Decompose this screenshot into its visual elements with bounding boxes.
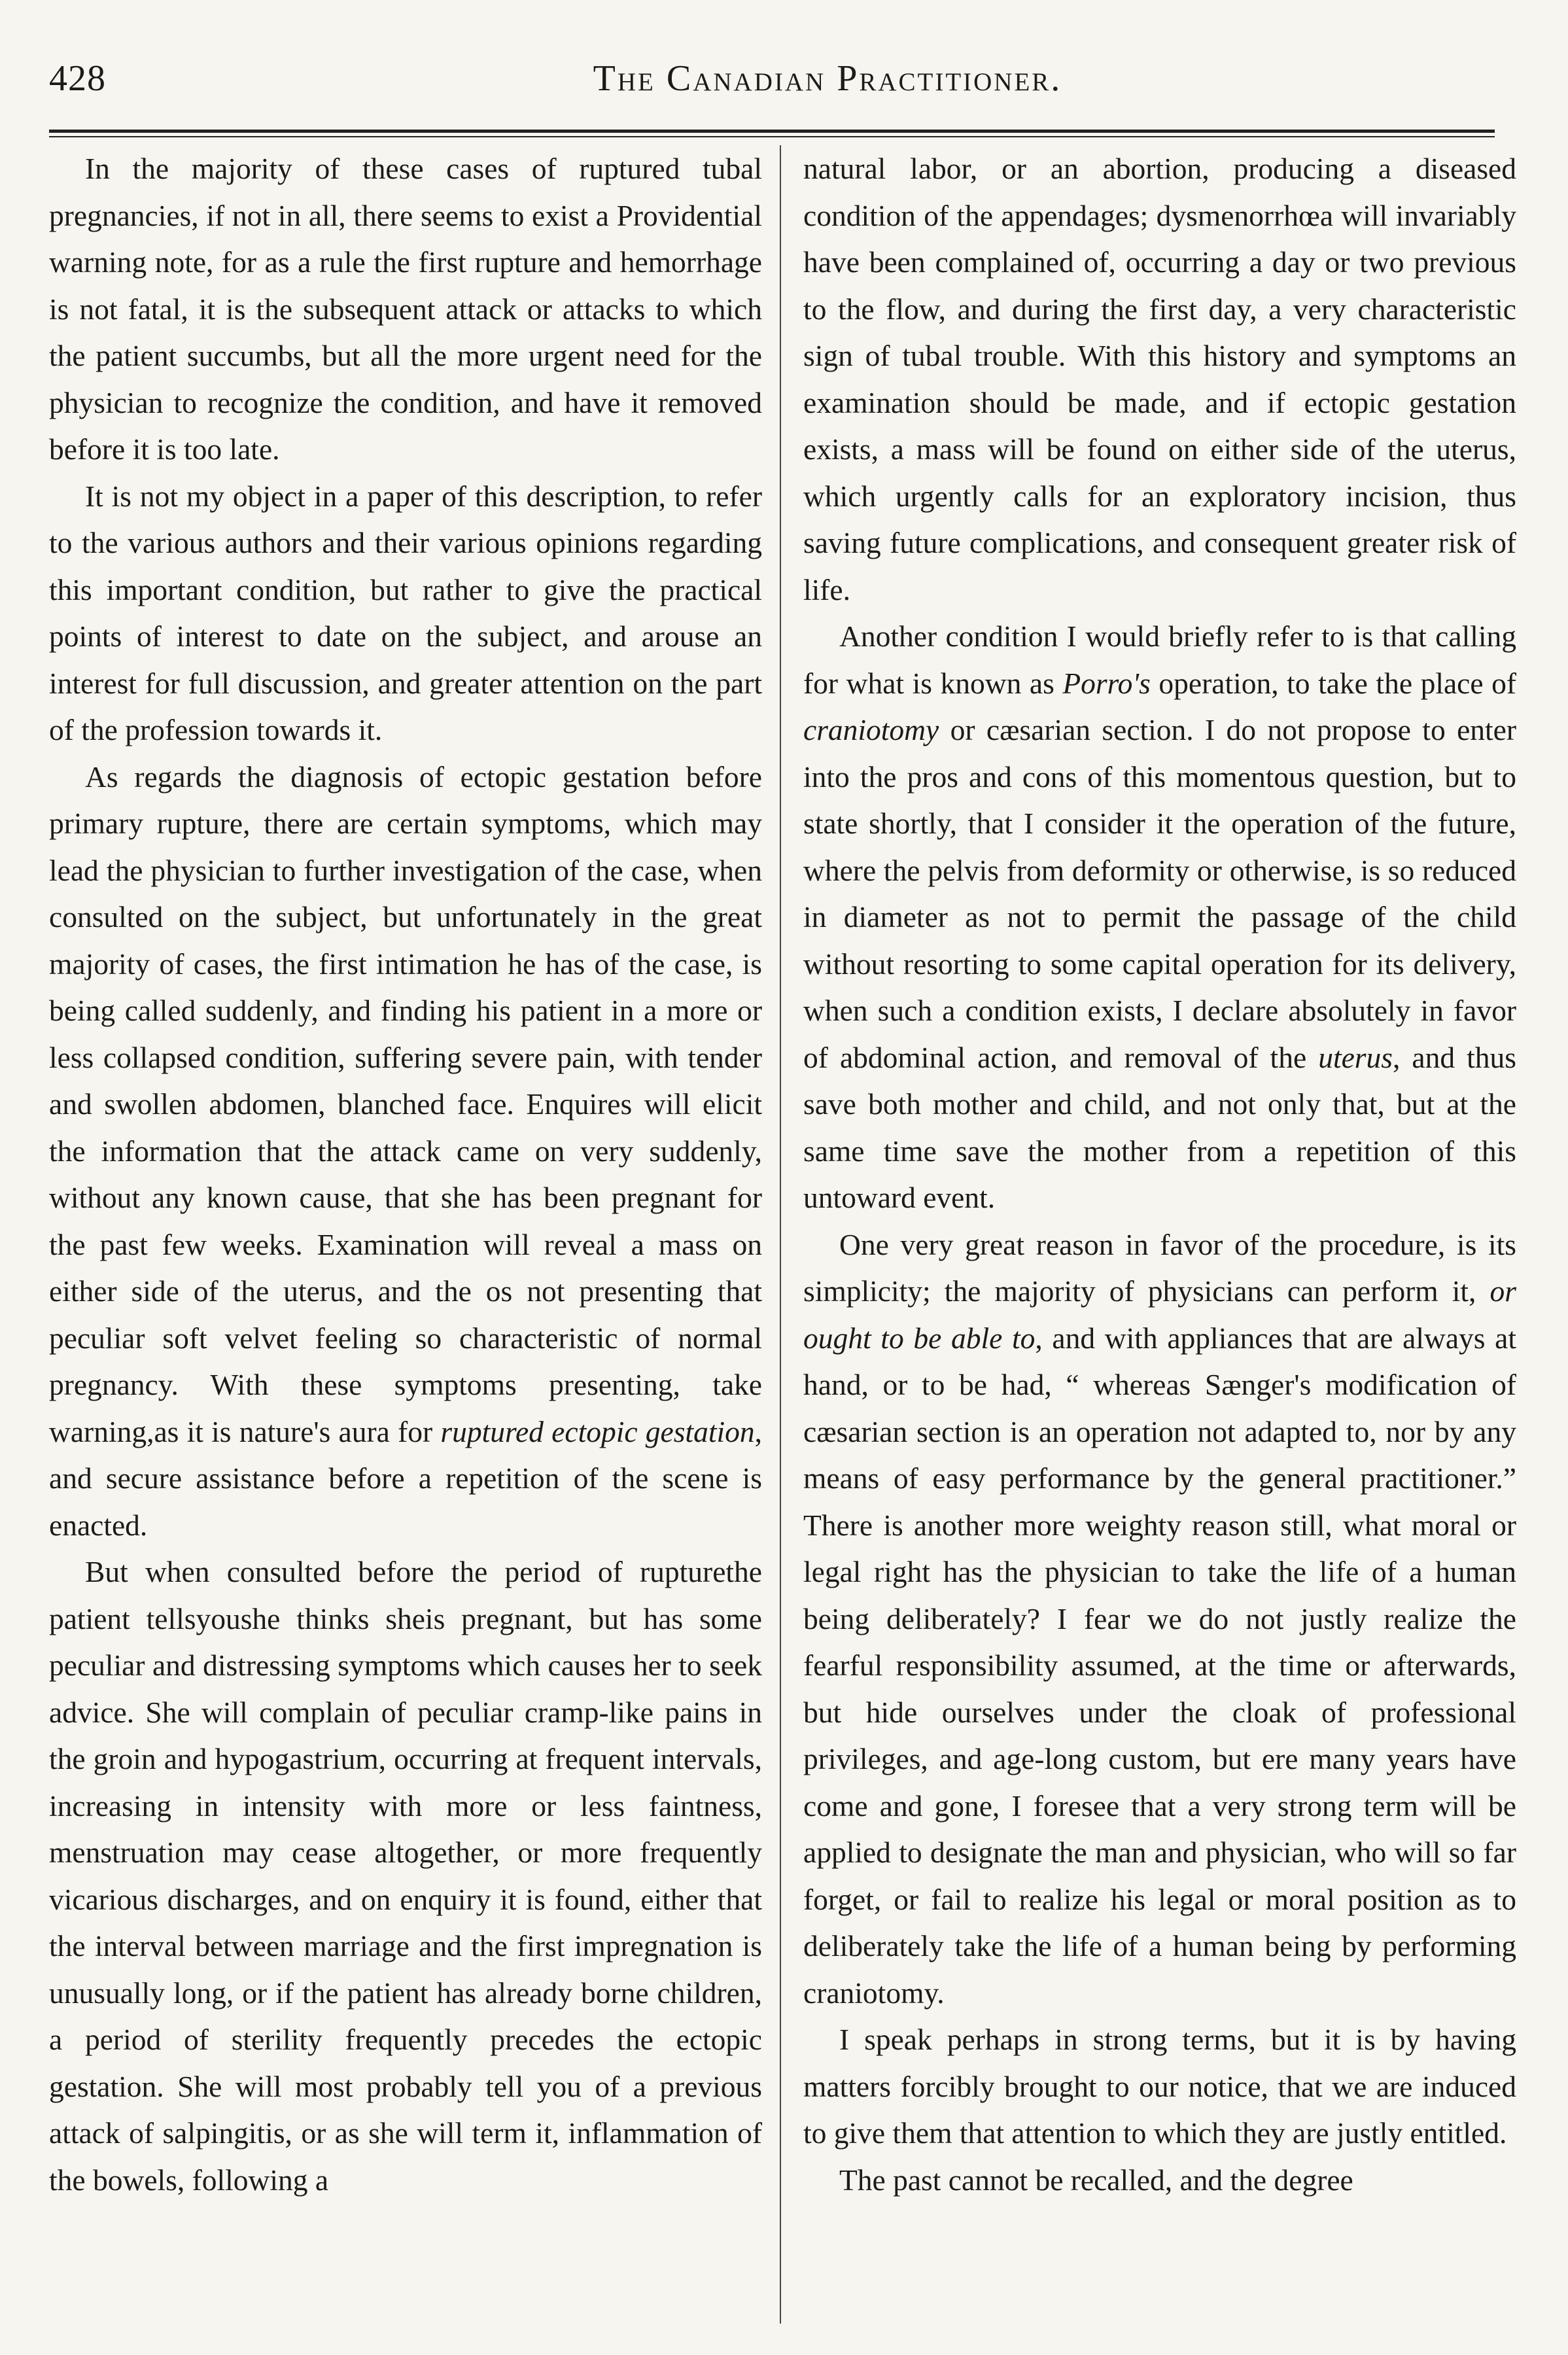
text-run: Another condition I would briefly refer to is that calling for what is known as <box>803 619 1516 700</box>
left-column <box>49 145 762 2324</box>
paragraph <box>803 613 1516 1221</box>
text-run: One very great reason in favor of the procedure, is its simplicity; the majority of physicians can perform it, <box>803 1227 1516 1308</box>
paragraph: It is not my object in a paper of this description, to refer to the various authors and their various opinions regarding this important condition, but rather to give the practical points of interest to date on the subject, and arouse an interest for full discussion, and greater attention on the part of the profession towards it. <box>49 479 762 746</box>
text-run: , and with appliances that are always at hand, or to be had, “ whereas Sænger's modification of cæsarian section is an operation not adapted to, nor by any means of easy performance by the general practitioner.” There is another more weighty reason still, what moral or legal right has the physician to take the life of a human being deliberately? I fear we do not justly realize the fearful responsibility assumed, at the time or afterwards, but hide ourselves under the cloak of professional privileges, and age-long custom, but ere many years have come and gone, I foresee that a very strong term will be applied to designate the man and physician, who will so far forget, or fail to realize his legal or moral position as to deliberately take the life of a human being by performing craniotomy. <box>803 1321 1516 2010</box>
text-run: or cæsarian section. I do not propose to enter into the pros and cons of this momentous question, but to state shortly, that I consider it the operation of the future, where the pelvis from deformity or otherwise, is so reduced in diameter as not to permit the passage of the child without resorting to some capital operation for its delivery, when such a condition exists, I declare absolutely in favor of abdominal action, and removal of the <box>803 713 1516 1074</box>
page-number: 428 <box>49 58 106 99</box>
paragraph: I speak perhaps in strong terms, but it is by having matters forcibly brought to our notice, that we are induced to give them that attention to which they are justly entitled. <box>803 2023 1516 2150</box>
paragraph: In the majority of these cases of ruptured tubal pregnancies, if not in all, there seems to exist a Providential warning note, for as a rule the first rupture and hemorrhage is not fatal, it is the subsequent attack or attacks to which the patient succumbs, but all the more urgent need for the physician to recognize the condition, and have it removed before it is too late. <box>49 152 762 466</box>
paragraph: But when consulted before the period of rupturethe patient tellsyoushe thinks sheis pregnant, but has some peculiar and distressing symptoms which causes her to seek advice. She will complain of peculiar cramp-like pains in the groin and hypogastrium, occurring at frequent intervals, increasing in intensity with more or less faintness, menstruation may cease altogether, or more frequently vicarious discharges, and on enquiry it is found, either that the interval between marriage and the first impregnation is unusually long, or if the patient has already borne children, a period of sterility frequently precedes the ectopic gestation. She will most probably tell you of a previous attack of salpingitis, or as she will term it, inflammation of the bowels, following a <box>49 1555 762 2197</box>
running-head: The Canadian Practitioner. <box>593 58 1062 99</box>
text-run: , and thus save both mother and child, and not only that, but at the same time save the mother from a repetition of this untoward event. <box>803 1040 1516 1214</box>
text-run: , and secure assistance before a repetition of the scene is enacted. <box>49 1414 762 1542</box>
italic-phrase: uterus <box>1318 1040 1393 1074</box>
text-run: As regards the diagnosis of ectopic gestation before primary rupture, there are certain symptoms, which may lead the physician to further investigation of the case, when consulted on the subject, but unfortunately in the great majority of cases, the first intimation he has of the case, is being called suddenly, and finding his patient in a more or less collapsed condition, suffering severe pain, with tender and swollen abdomen, blanched face. Enquires will elicit the information that the attack came on very suddenly, without any known cause, that she has been pregnant for the past few weeks. Examination will reveal a mass on either side of the uterus, and the os not presenting that peculiar soft velvet feeling so characteristic of normal pregnancy. With these symptoms presenting, take warning,as it is nature's aura for <box>49 759 762 1448</box>
italic-phrase: Porro's <box>1062 666 1151 700</box>
page-header <box>49 58 1495 110</box>
italic-phrase: or ought to be able to <box>803 1274 1516 1355</box>
header-rule-thick <box>49 130 1495 133</box>
column-divider <box>780 145 781 2324</box>
text-run: operation, to take the place of <box>1150 666 1516 700</box>
right-column <box>803 145 1516 2324</box>
italic-phrase: ruptured ectopic gestation <box>440 1414 755 1448</box>
paragraph <box>803 1221 1516 2017</box>
paragraph: natural labor, or an abortion, producing a diseased condition of the appendages; dysmenorrhœa will invariably have been complained of, occurring a day or two previous to the flow, and during the first day, a very characteristic sign of tubal trouble. With this history and symptoms an examination should be made, and if ectopic gestation exists, a mass will be found on either side of the uterus, which urgently calls for an exploratory incision, thus saving future complications, and consequent greater risk of life. <box>803 152 1516 606</box>
header-rule-thin <box>49 136 1495 137</box>
italic-phrase: craniotomy <box>803 713 939 746</box>
paragraph <box>49 754 762 1549</box>
paragraph: The past cannot be recalled, and the degree <box>839 2163 1353 2197</box>
